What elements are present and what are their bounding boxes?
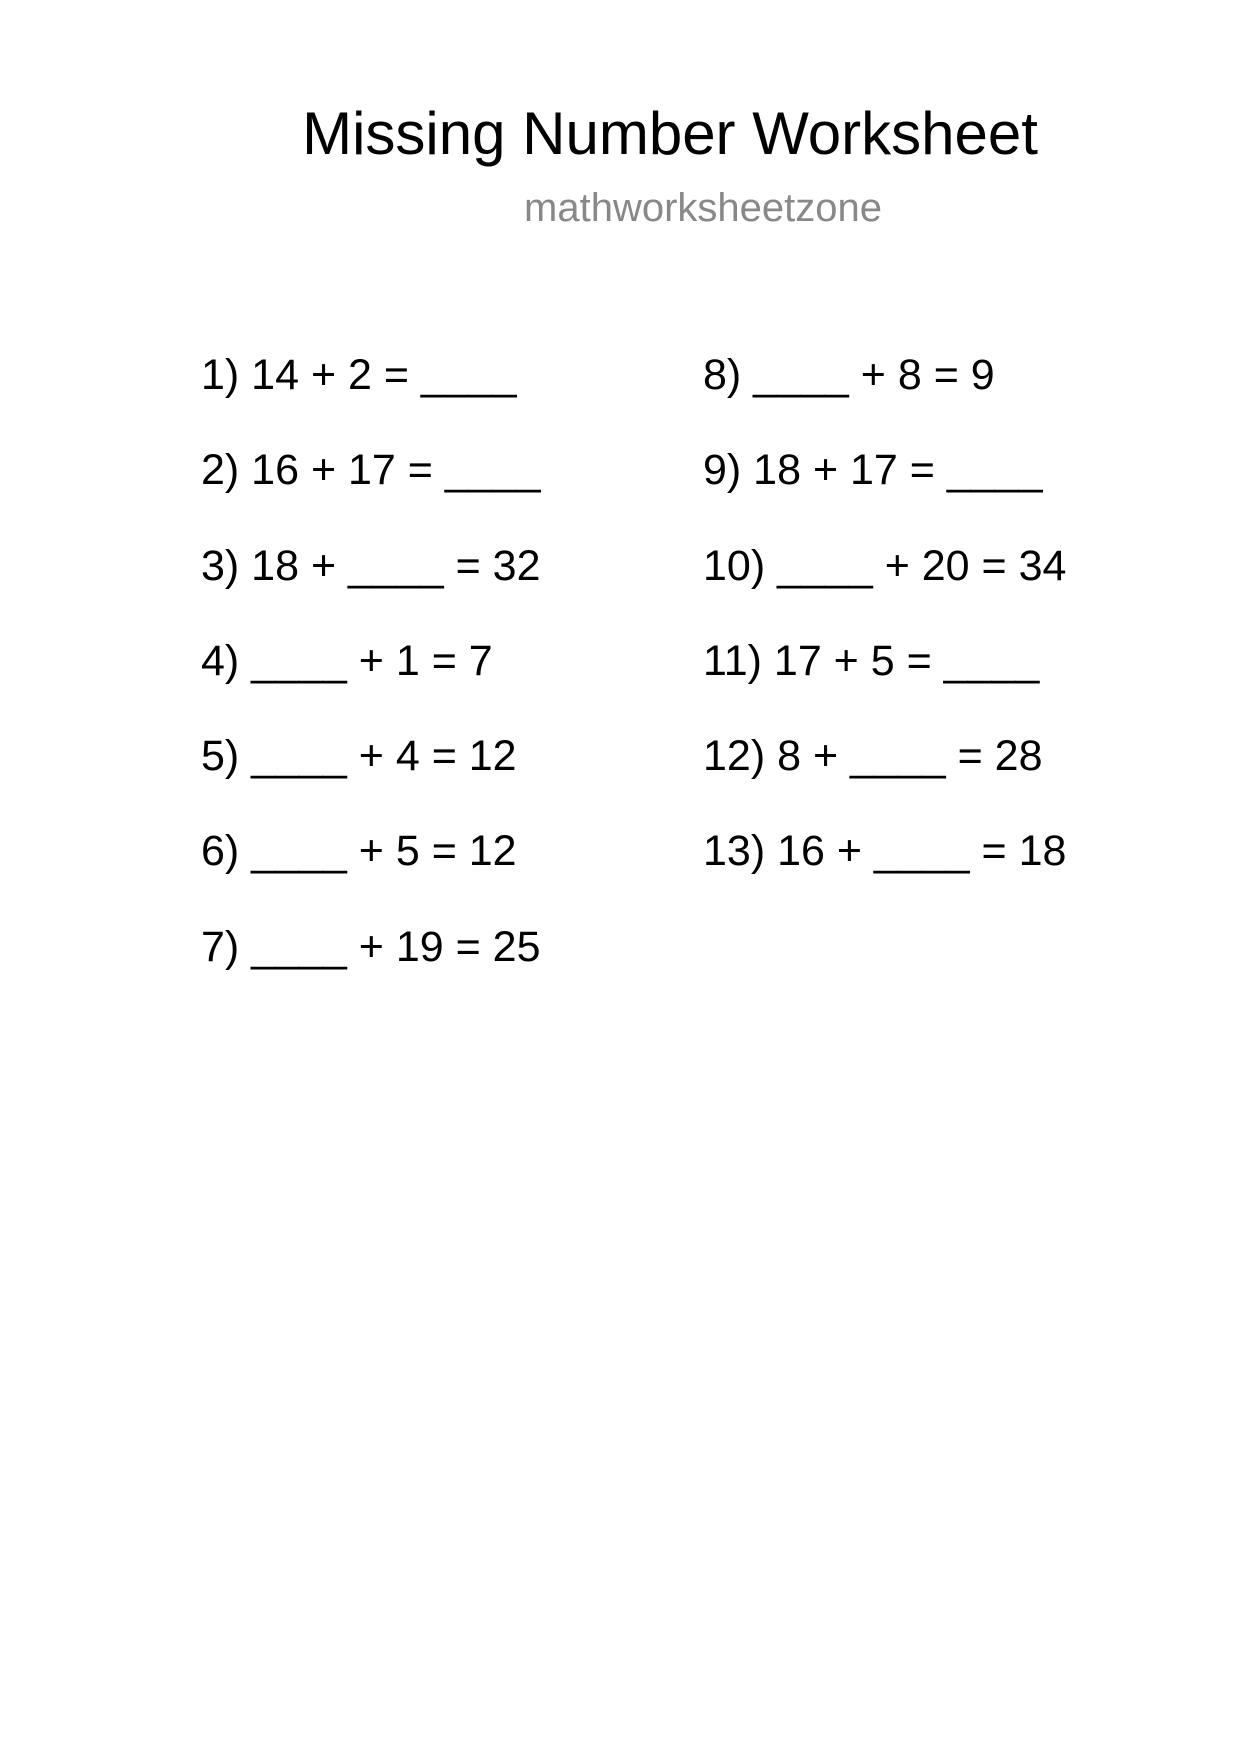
problem-9: 9) 18 + 17 = ____ — [703, 446, 1043, 495]
problems-left-column — [201, 350, 541, 1017]
problem-11: 11) 17 + 5 = ____ — [703, 636, 1040, 685]
problem-12: 12) 8 + ____ = 28 — [703, 732, 1043, 781]
worksheet-source: mathworksheetzone — [524, 186, 882, 230]
problem-1: 1) 14 + 2 = ____ — [201, 351, 517, 399]
problem-2: 2) 16 + 17 = ____ — [201, 446, 541, 495]
problem-3: 3) 18 + ____ = 32 — [201, 541, 541, 590]
problem-6: 6) ____ + 5 = 12 — [201, 827, 517, 876]
problem-7: 7) ____ + 19 = 25 — [201, 922, 541, 971]
problems-right-column — [703, 350, 1066, 922]
problem-13: 13) 16 + ____ = 18 — [703, 827, 1067, 876]
problem-8: 8) ____ + 8 = 9 — [703, 351, 995, 399]
worksheet-title: Missing Number Worksheet — [302, 100, 1038, 167]
problem-5: 5) ____ + 4 = 12 — [201, 732, 517, 781]
problem-4: 4) ____ + 1 = 7 — [201, 636, 493, 685]
problem-10: 10) ____ + 20 = 34 — [703, 541, 1067, 590]
